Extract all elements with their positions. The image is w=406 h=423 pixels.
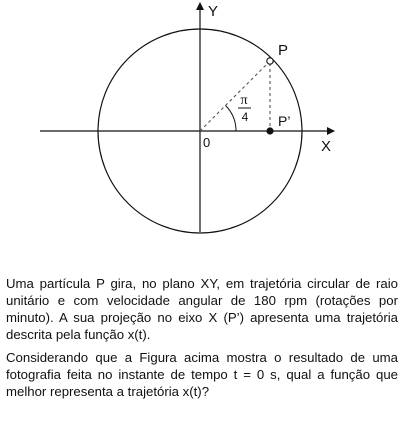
- point-p-label: P: [278, 42, 289, 59]
- origin-label: 0: [203, 135, 211, 150]
- axis-x-label: X: [321, 138, 332, 155]
- point-p-prime-label: P’: [278, 113, 291, 129]
- angle-arc: [226, 106, 237, 132]
- point-p: [267, 58, 273, 64]
- angle-numerator: π: [240, 93, 248, 108]
- angle-denominator: 4: [241, 110, 249, 124]
- point-p-prime: [266, 127, 273, 134]
- axis-y-label: Y: [208, 3, 219, 20]
- question-paragraph-2: Considerando que a Figura acima mostra o resultado de uma fotografia feita no instante de tempo t = 0 s, qual a função que melhor representa a trajetória x(t)?: [6, 350, 398, 399]
- question-paragraph-1: Uma partícula P gira, no plano XY, em trajetória circular de raio unitário e com velocidade angular de 180 rpm (rotações por minuto). A sua projeção no eixo X (P’) apresenta uma trajetória descrita pela função x(t).: [6, 276, 398, 342]
- question-text: [6, 275, 398, 406]
